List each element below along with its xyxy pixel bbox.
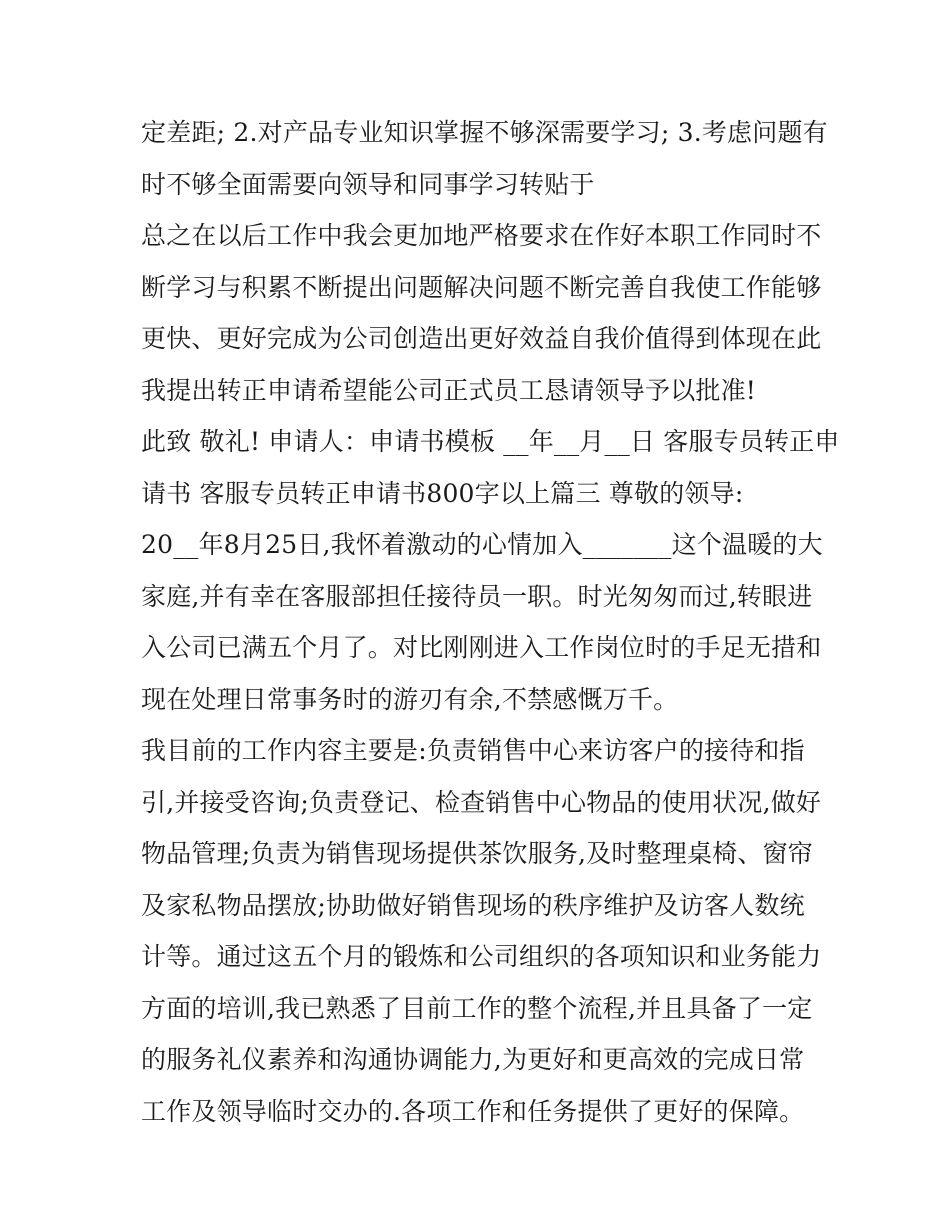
text-line: 定差距; 2.对产品专业知识掌握不够深需要学习; 3.考虑问题有	[141, 118, 828, 147]
text-line: 家庭,并有幸在客服部担任接待员一职。时光匆匆而过,转眼进	[141, 581, 813, 611]
text-line: 我目前的工作内容主要是:负责销售中心来访客户的接待和指	[141, 736, 805, 765]
text-line: 工作及领导临时交办的.各项工作和任务提供了更好的保障。	[141, 1096, 805, 1126]
text-line: 请书 客服专员转正申请书800字以上篇三 尊敬的领导:	[141, 478, 744, 508]
text-line: 现在处理日常事务时的游刃有余,不禁感慨万千。	[141, 684, 679, 714]
text-line: 方面的培训,我已熟悉了目前工作的整个流程,并且具备了一定	[141, 993, 813, 1023]
text-line: 更快、更好完成为公司创造出更好效益自我价值得到体现在此	[141, 324, 822, 353]
text-line: 物品管理;负责为销售现场提供茶饮服务,及时整理桌椅、窗帘	[141, 839, 813, 868]
text-line: 此致 敬礼! 申请人：申请书模板 __年__月__日 客服专员转正申	[141, 427, 840, 456]
text-line: 引,并接受咨询;负责登记、检查销售中心物品的使用状况,做好	[141, 787, 822, 817]
document-body	[141, 107, 840, 1137]
text-line: 入公司已满五个月了。对比刚刚进入工作岗位时的手足无措和	[141, 633, 822, 662]
text-line: 及家私物品摆放;协助做好销售现场的秩序维护及访客人数统	[141, 890, 805, 920]
text-line: 我提出转正申请希望能公司正式员工恳请领导予以批准!	[141, 375, 757, 405]
text-line: 20__年8月25日,我怀着激动的心情加入_______这个温暖的大	[141, 530, 823, 559]
text-line: 时不够全面需要向领导和同事学习转贴于	[141, 169, 595, 199]
text-line: 断学习与积累不断提出问题解决问题不断完善自我使工作能够	[141, 272, 822, 302]
text-line: 计等。通过这五个月的锻炼和公司组织的各项知识和业务能力	[141, 942, 822, 971]
text-line: 的服务礼仪素养和沟通协调能力,为更好和更高效的完成日常	[141, 1045, 805, 1074]
text-line: 总之在以后工作中我会更加地严格要求在作好本职工作同时不	[141, 221, 822, 250]
